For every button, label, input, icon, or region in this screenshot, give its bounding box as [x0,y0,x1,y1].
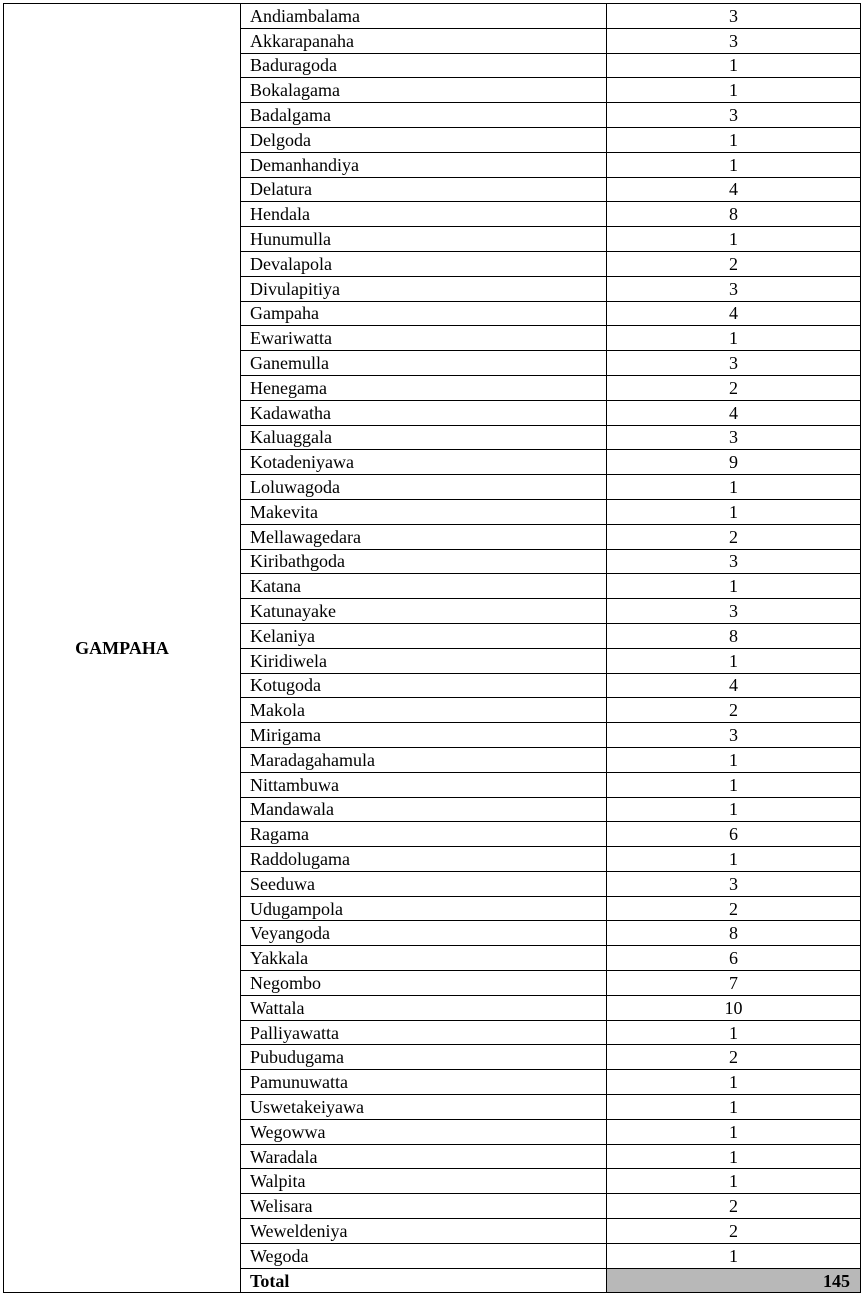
place-name-cell: Yakkala [241,946,607,971]
count-cell: 3 [607,871,861,896]
count-cell: 1 [607,772,861,797]
place-name-cell: Loluwagoda [241,475,607,500]
place-name-cell: Pamunuwatta [241,1070,607,1095]
place-name-cell: Demanhandiya [241,152,607,177]
place-name-cell: Uswetakeiyawa [241,1095,607,1120]
count-cell: 2 [607,1219,861,1244]
place-name-cell: Kadawatha [241,400,607,425]
count-cell: 1 [607,1020,861,1045]
count-cell: 1 [607,1095,861,1120]
place-name-cell: Devalapola [241,251,607,276]
count-cell: 4 [607,673,861,698]
district-name-cell: GAMPAHA [4,4,241,1293]
place-name-cell: Andiambalama [241,4,607,29]
count-cell: 6 [607,822,861,847]
place-name-cell: Mirigama [241,723,607,748]
count-cell: 4 [607,400,861,425]
count-cell: 1 [607,847,861,872]
count-cell: 1 [607,797,861,822]
count-cell: 3 [607,425,861,450]
count-cell: 2 [607,698,861,723]
place-name-cell: Mandawala [241,797,607,822]
place-name-cell: Ewariwatta [241,326,607,351]
count-cell: 7 [607,971,861,996]
count-cell: 1 [607,1119,861,1144]
count-cell: 2 [607,375,861,400]
count-cell: 10 [607,995,861,1020]
place-name-cell: Kiridiwela [241,648,607,673]
place-name-cell: Seeduwa [241,871,607,896]
count-cell: 1 [607,127,861,152]
count-cell: 8 [607,623,861,648]
place-name-cell: Hendala [241,202,607,227]
total-label: Total [241,1268,607,1293]
place-name-cell: Delgoda [241,127,607,152]
place-name-cell: Mellawagedara [241,524,607,549]
place-name-cell: Nittambuwa [241,772,607,797]
place-name-cell: Delatura [241,177,607,202]
place-name-cell: Henegama [241,375,607,400]
district-table [3,3,861,1293]
count-cell: 1 [607,326,861,351]
place-name-cell: Palliyawatta [241,1020,607,1045]
count-cell: 2 [607,896,861,921]
place-name-cell: Badalgama [241,103,607,128]
place-name-cell: Kelaniya [241,623,607,648]
count-cell: 1 [607,1169,861,1194]
place-name-cell: Raddolugama [241,847,607,872]
count-cell: 1 [607,1070,861,1095]
place-name-cell: Veyangoda [241,921,607,946]
count-cell: 1 [607,1144,861,1169]
count-cell: 3 [607,103,861,128]
place-name-cell: Akkarapanaha [241,28,607,53]
count-cell: 2 [607,1194,861,1219]
place-name-cell: Kotadeniyawa [241,450,607,475]
place-name-cell: Waradala [241,1144,607,1169]
place-name-cell: Udugampola [241,896,607,921]
table-row [4,4,861,29]
place-name-cell: Wegoda [241,1243,607,1268]
place-name-cell: Weweldeniya [241,1219,607,1244]
total-value: 145 [607,1268,861,1293]
place-name-cell: Kotugoda [241,673,607,698]
count-cell: 3 [607,276,861,301]
place-name-cell: Ganemulla [241,351,607,376]
place-name-cell: Makevita [241,499,607,524]
table-body [4,4,861,1293]
count-cell: 1 [607,574,861,599]
count-cell: 3 [607,599,861,624]
count-cell: 8 [607,202,861,227]
place-name-cell: Katana [241,574,607,599]
place-name-cell: Negombo [241,971,607,996]
count-cell: 2 [607,1045,861,1070]
count-cell: 8 [607,921,861,946]
count-cell: 1 [607,747,861,772]
place-name-cell: Welisara [241,1194,607,1219]
place-name-cell: Gampaha [241,301,607,326]
place-name-cell: Katunayake [241,599,607,624]
place-name-cell: Maradagahamula [241,747,607,772]
place-name-cell: Wattala [241,995,607,1020]
place-name-cell: Makola [241,698,607,723]
count-cell: 1 [607,53,861,78]
count-cell: 1 [607,475,861,500]
count-cell: 1 [607,499,861,524]
place-name-cell: Hunumulla [241,227,607,252]
count-cell: 1 [607,1243,861,1268]
count-cell: 3 [607,351,861,376]
place-name-cell: Wegowwa [241,1119,607,1144]
count-cell: 9 [607,450,861,475]
count-cell: 1 [607,227,861,252]
place-name-cell: Ragama [241,822,607,847]
count-cell: 4 [607,301,861,326]
count-cell: 3 [607,549,861,574]
count-cell: 4 [607,177,861,202]
place-name-cell: Baduragoda [241,53,607,78]
place-name-cell: Kaluaggala [241,425,607,450]
count-cell: 1 [607,648,861,673]
count-cell: 6 [607,946,861,971]
count-cell: 3 [607,723,861,748]
count-cell: 1 [607,152,861,177]
place-name-cell: Walpita [241,1169,607,1194]
place-name-cell: Pubudugama [241,1045,607,1070]
count-cell: 1 [607,78,861,103]
count-cell: 3 [607,4,861,29]
place-name-cell: Kiribathgoda [241,549,607,574]
count-cell: 2 [607,524,861,549]
count-cell: 2 [607,251,861,276]
count-cell: 3 [607,28,861,53]
place-name-cell: Bokalagama [241,78,607,103]
place-name-cell: Divulapitiya [241,276,607,301]
